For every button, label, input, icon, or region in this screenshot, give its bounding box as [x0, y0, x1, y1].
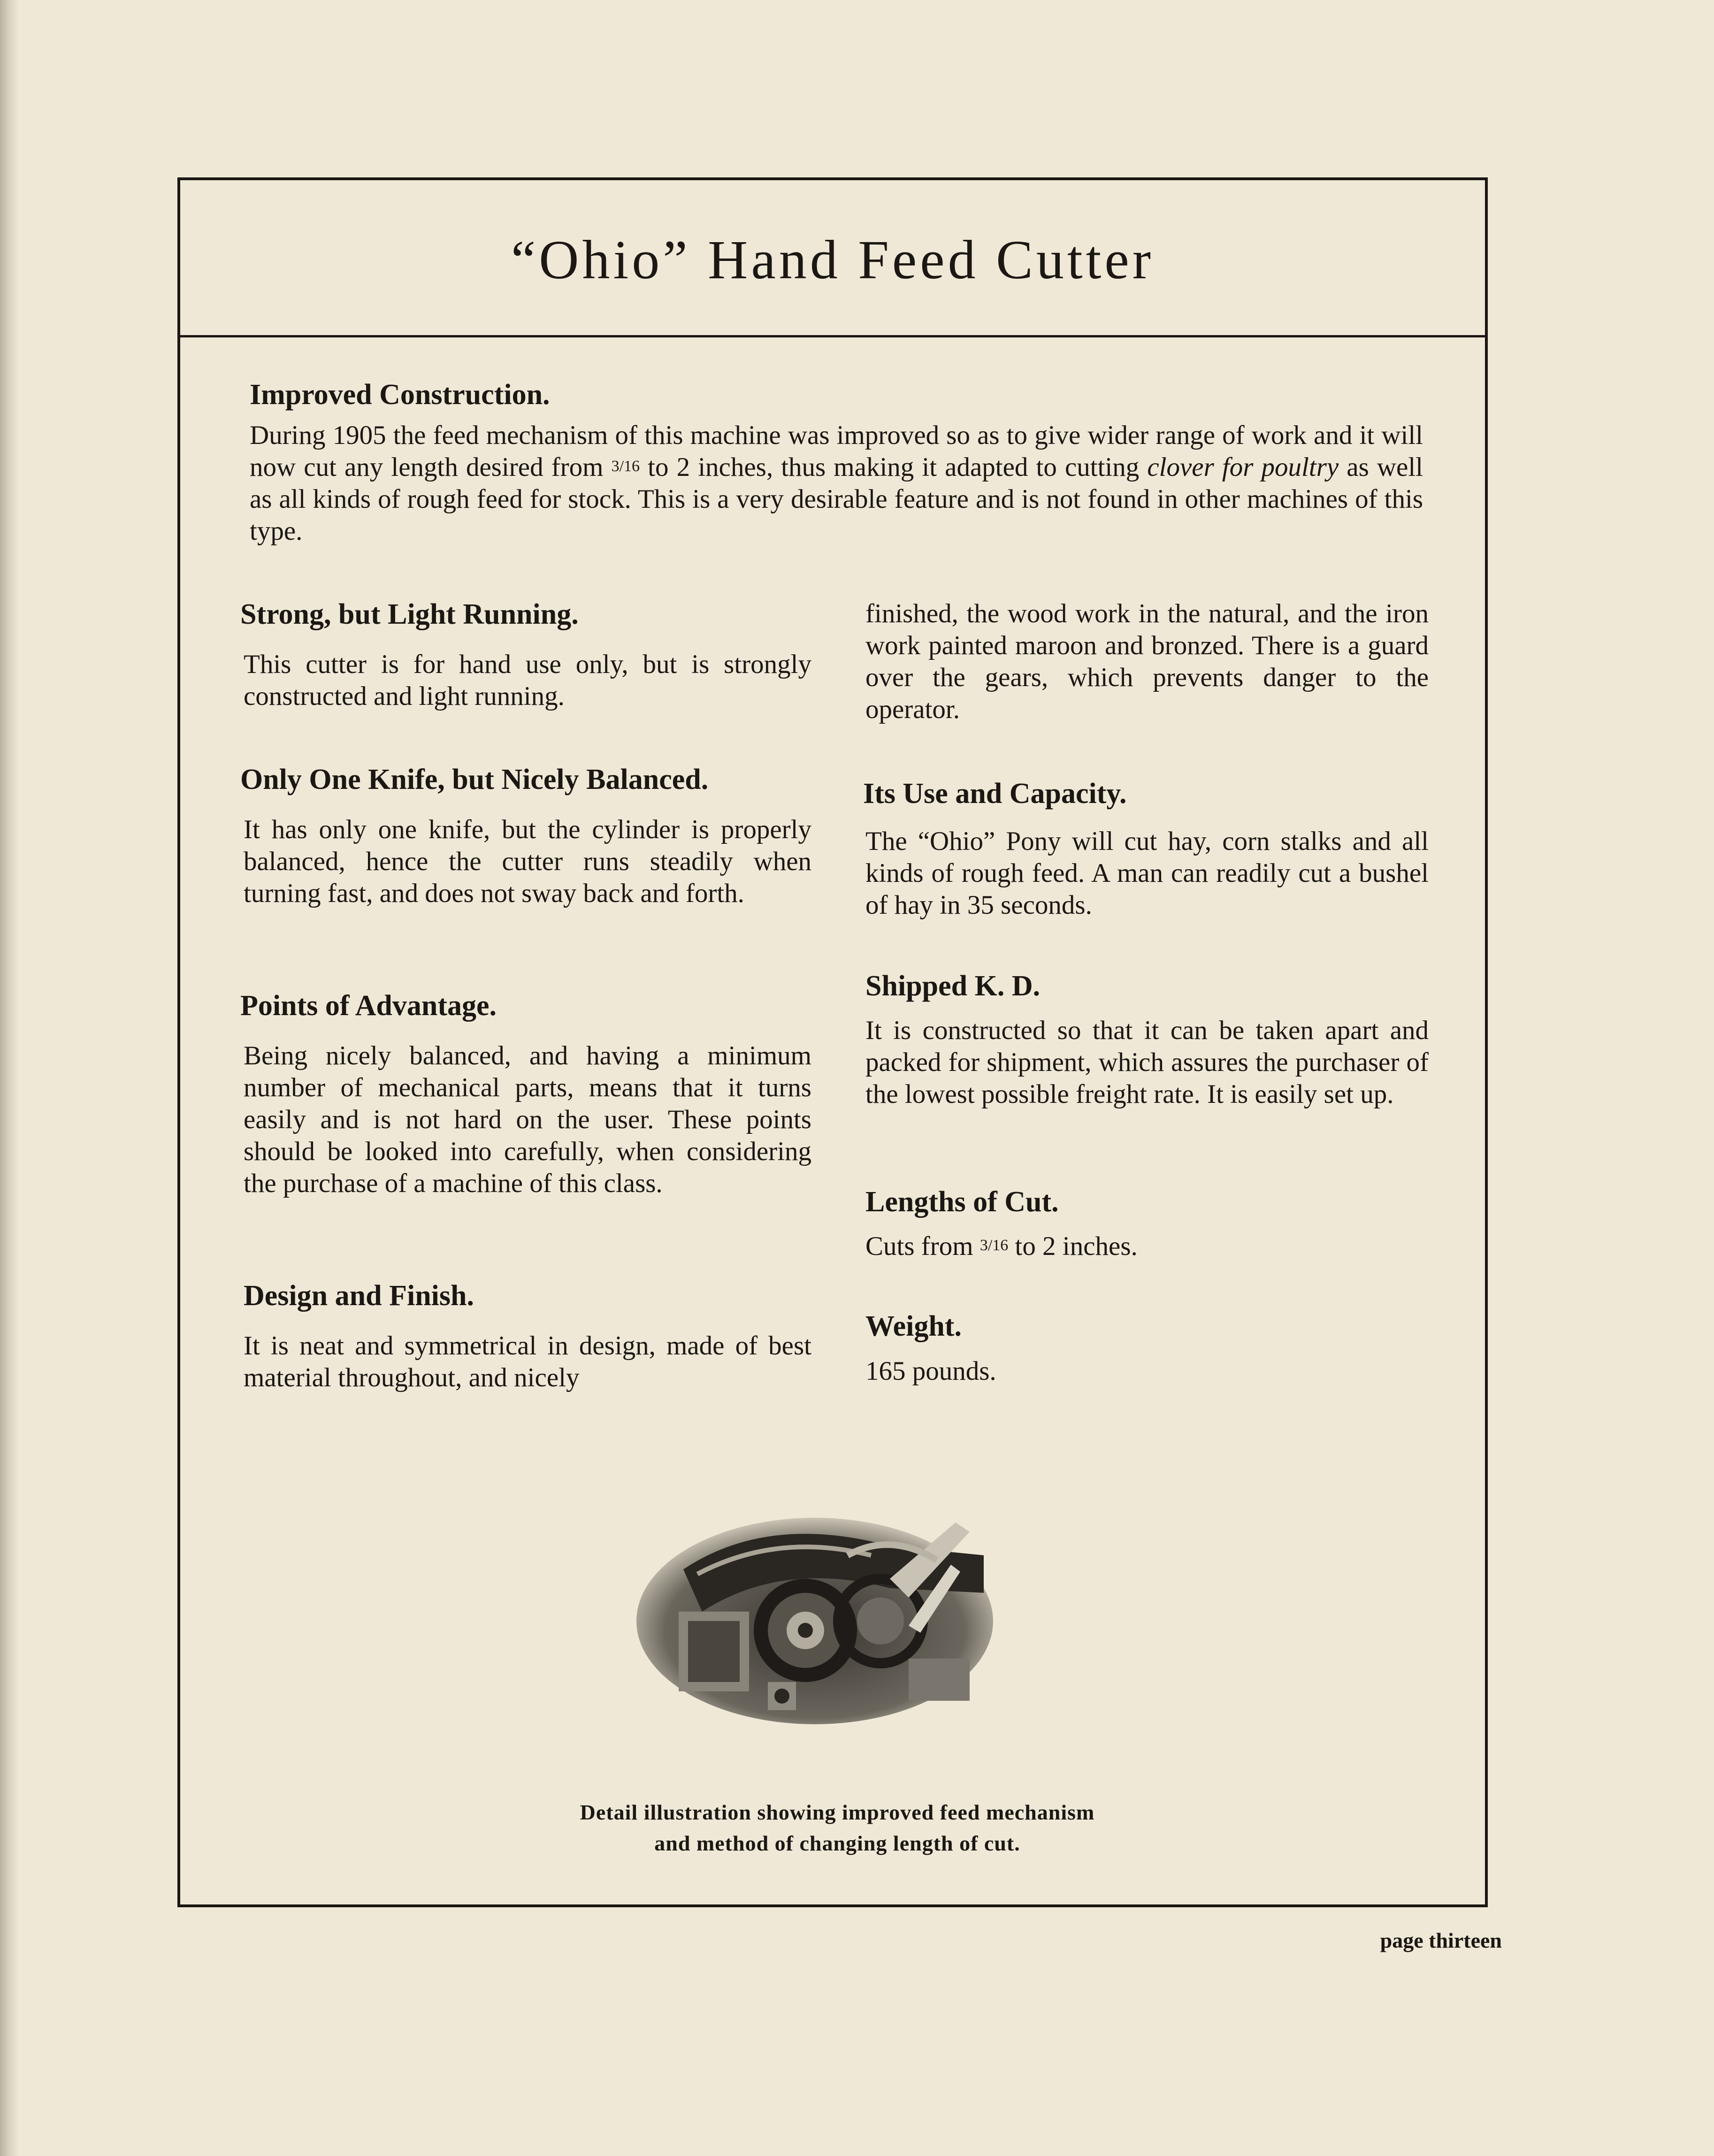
intro-text-c: as well as all kinds of rough feed for stock. This is a very desirable feature and is not found in other machines of this type.	[250, 452, 1423, 546]
heading-weight: Weight.	[865, 1310, 962, 1342]
intro-text-a: the feed mechanism of this machine was improved so as to give wider range of work and it will now cut any length desired from	[250, 420, 1423, 482]
paragraph-design: It is neat and symmetrical in design, made of best material throughout, and nicely	[244, 1331, 811, 1392]
heading-improved-construction: Improved Construction.	[250, 379, 550, 411]
page-title: “Ohio” Hand Feed Cutter	[511, 229, 1155, 291]
heading-design: Design and Finish.	[244, 1280, 474, 1312]
heading-knife: Only One Knife, but Nicely Balanced.	[240, 764, 709, 795]
paragraph-strong: This cutter is for hand use only, but is strongly constructed and light running.	[244, 650, 811, 711]
lengths-text-b: to 2 inches.	[1008, 1231, 1138, 1261]
intro-paragraph	[250, 420, 1423, 547]
heading-points: Points of Advantage.	[240, 990, 497, 1022]
content-frame	[177, 177, 1488, 1907]
paragraph-shipped: It is constructed so that it can be taken apart and packed for shipment, which assures the purchaser of the lowest possible freight rate. It is easily set up.	[865, 1016, 1429, 1109]
caption-line-2: and method of changing length of cut.	[654, 1831, 1020, 1855]
intro-italic-phrase: clover for poultry	[1147, 452, 1339, 482]
intro-text-start: During	[250, 420, 333, 450]
heading-lengths: Lengths of Cut.	[865, 1186, 1059, 1218]
lengths-text-a: Cuts from	[865, 1231, 980, 1261]
photo-caption	[462, 1797, 1213, 1859]
heading-shipped: Shipped K. D.	[865, 970, 1041, 1002]
fraction-three-sixteenths: 3/16	[979, 1237, 1009, 1254]
caption-line-1: Detail illustration showing improved feed mechanism	[580, 1800, 1095, 1824]
heading-use: Its Use and Capacity.	[863, 778, 1127, 810]
heading-strong: Strong, but Light Running.	[240, 598, 579, 630]
paragraph-lengths	[865, 1231, 1429, 1262]
feed-mechanism-photo	[627, 1504, 1002, 1729]
feed-mechanism-illustration	[627, 1504, 1002, 1729]
paragraph-knife: It has only one knife, but the cylinder is properly balanced, hence the cutter runs steadily when turning fast, and does not sway back and forth.	[244, 815, 811, 908]
intro-text-b: to 2 inches, thus making it adapted to cutting	[640, 452, 1148, 482]
paragraph-design-continued: finished, the wood work in the natural, and the iron work painted maroon and bronzed. There is a guard over the gears, which prevents danger to the operator.	[865, 599, 1429, 724]
intro-year: 1905	[332, 420, 386, 450]
paragraph-points: Being nicely balanced, and having a minimum number of mechanical parts, means that it turns easily and is not hard on the user. These points should be looked into carefully, when considering the purchase of a machine of this class.	[244, 1041, 811, 1198]
paragraph-use: The “Ohio” Pony will cut hay, corn stalks and all kinds of rough feed. A man can readily cut a bushel of hay in 35 seconds.	[865, 826, 1429, 920]
book-binding-shadow	[0, 0, 19, 2156]
paragraph-weight: 165 pounds.	[865, 1356, 996, 1386]
page-number: page thirteen	[1380, 1928, 1502, 1952]
fraction-three-sixteenths: 3/16	[611, 458, 640, 475]
title-band	[180, 180, 1485, 337]
